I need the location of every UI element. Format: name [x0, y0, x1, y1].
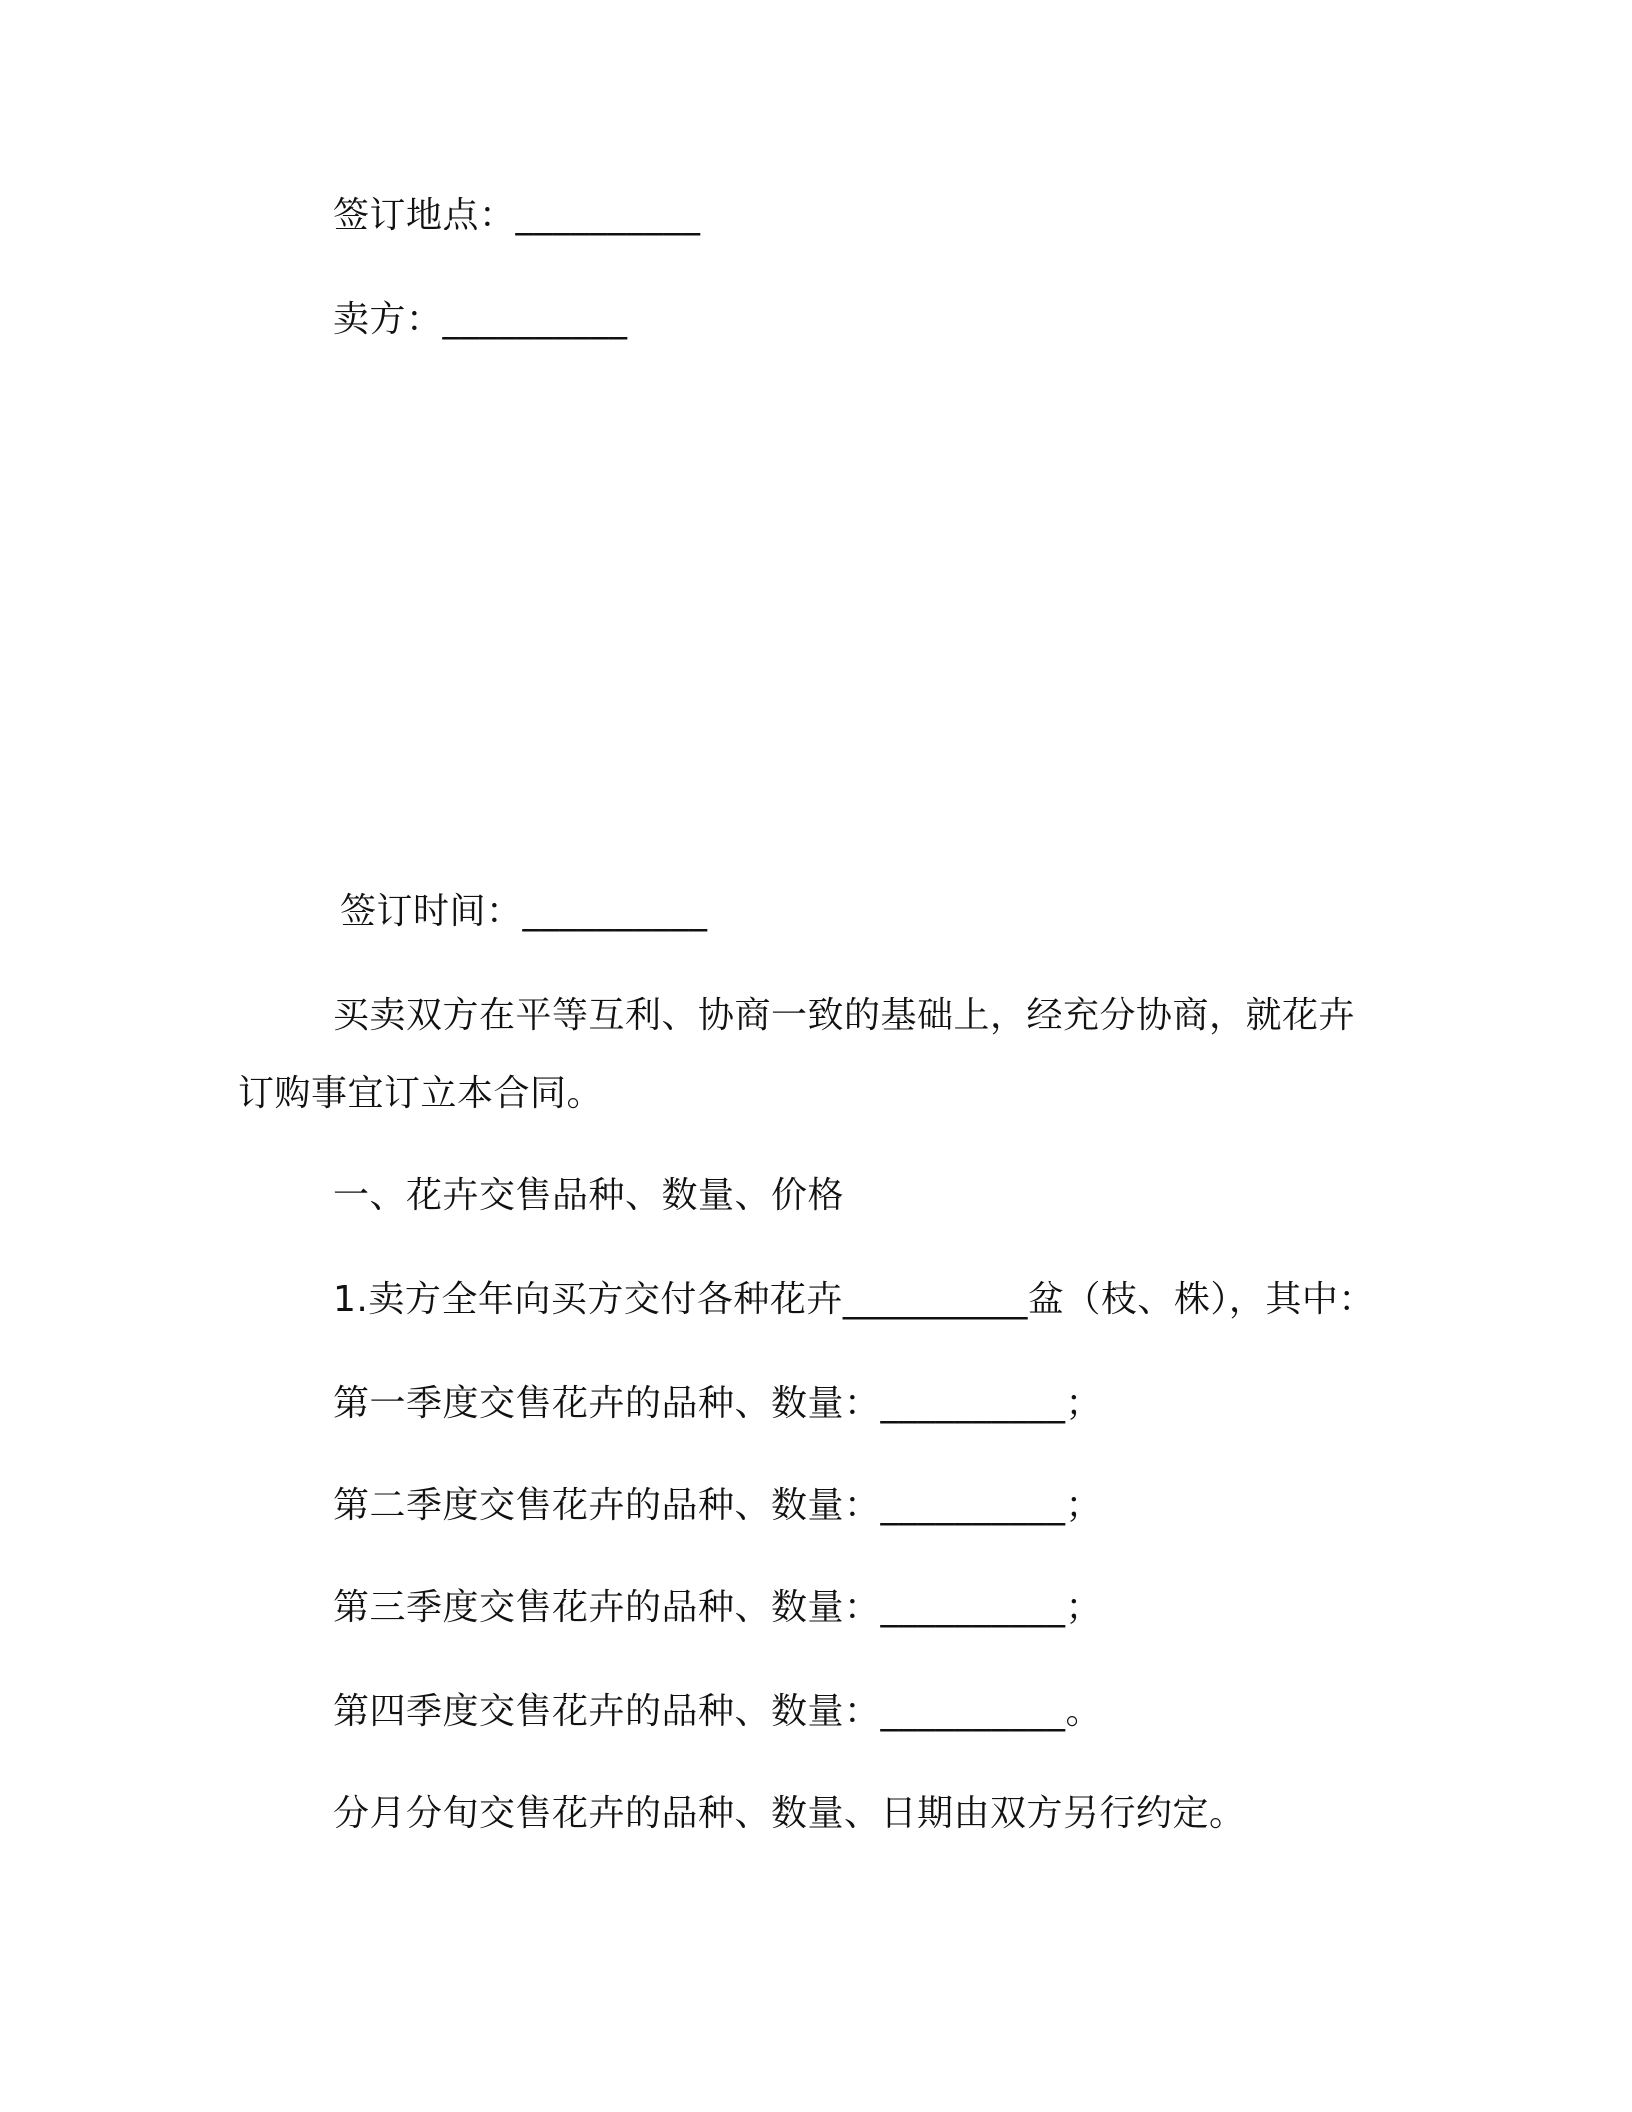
- intro-paragraph-line-2: 订购事宜订立本合同。: [238, 1073, 604, 1114]
- section-1-heading: 一、花卉交售品种、数量、价格: [333, 1175, 845, 1216]
- signing-place-line: 签订地点：__________: [333, 195, 701, 236]
- seller-line: 卖方：__________: [333, 299, 628, 340]
- signing-time-line: 签订时间：__________: [340, 891, 708, 932]
- monthly-delivery-line: 分月分旬交售花卉的品种、数量、日期由双方另行约定。: [333, 1793, 1246, 1834]
- item-1-line: 1.卖方全年向买方交付各种花卉__________盆（枝、株），其中：: [333, 1279, 1375, 1320]
- intro-paragraph-line-1: 买卖双方在平等互利、协商一致的基础上，经充分协商，就花卉: [333, 995, 1356, 1036]
- quarter-4-line: 第四季度交售花卉的品种、数量：__________。: [333, 1691, 1103, 1732]
- quarter-2-line: 第二季度交售花卉的品种、数量：__________；: [333, 1485, 1103, 1526]
- quarter-3-line: 第三季度交售花卉的品种、数量：__________；: [333, 1587, 1103, 1628]
- quarter-1-line: 第一季度交售花卉的品种、数量：__________；: [333, 1383, 1103, 1424]
